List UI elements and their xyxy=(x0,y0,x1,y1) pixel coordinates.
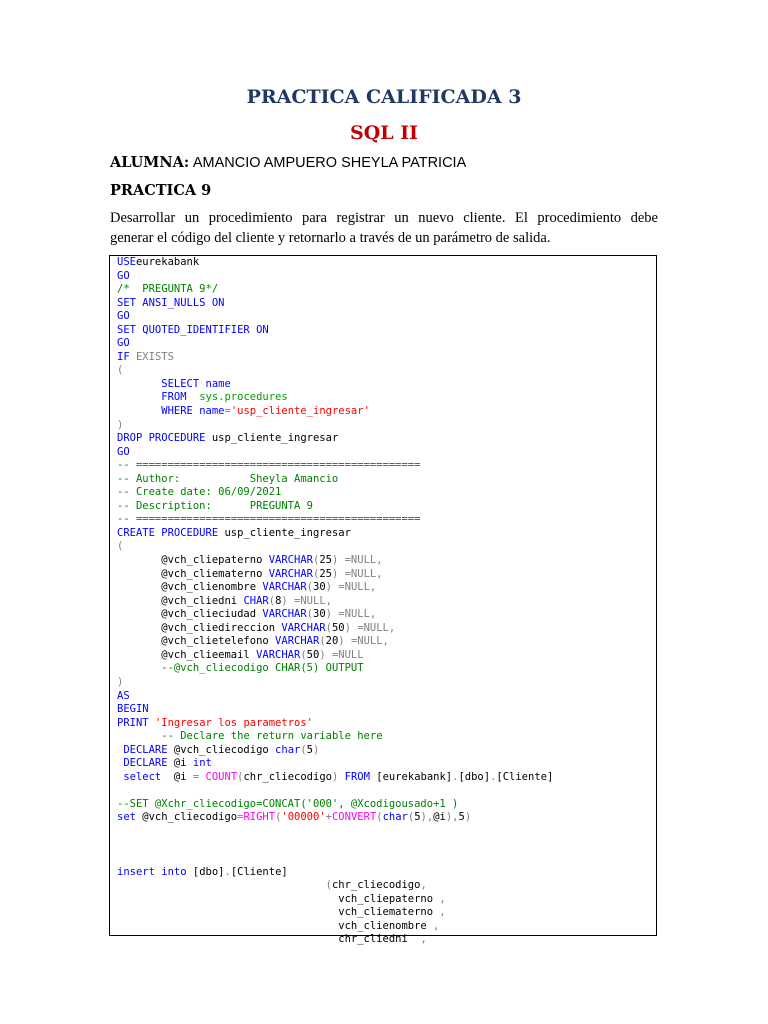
code-line xyxy=(117,649,656,663)
code-token: @vch_cliedireccion xyxy=(117,621,282,634)
code-token: VARCHAR xyxy=(256,648,301,661)
code-token: 50 xyxy=(306,648,320,661)
code-token: . xyxy=(452,770,459,783)
code-line xyxy=(117,866,656,880)
code-token: VARCHAR xyxy=(275,635,320,648)
code-token: char xyxy=(275,743,301,756)
code-token: , xyxy=(433,919,440,932)
code-line xyxy=(117,622,656,636)
code-token: [Cliente] xyxy=(230,865,288,878)
code-line xyxy=(117,310,656,324)
code-token: 30 xyxy=(313,581,326,594)
code-token: CREATE PROCEDURE xyxy=(117,526,219,539)
code-token: . xyxy=(490,770,497,783)
code-token: 25 xyxy=(319,567,332,580)
code-token: vch_cliematerno xyxy=(117,906,440,919)
code-token: chr_cliecodigo xyxy=(331,879,421,892)
code-token: ) =NULL, xyxy=(331,554,383,567)
code-line xyxy=(117,744,656,758)
code-token: ) =NULL xyxy=(319,648,364,661)
code-line xyxy=(117,703,656,717)
code-line xyxy=(117,920,656,934)
code-token: [Cliente] xyxy=(496,770,554,783)
code-token: 50 xyxy=(331,621,345,634)
code-token: = xyxy=(237,811,244,824)
code-token: VARCHAR xyxy=(262,581,307,594)
code-token: vch_cliepaterno xyxy=(117,892,440,905)
code-line xyxy=(117,446,656,460)
document-subtitle: SQL II xyxy=(349,122,419,144)
description-line-1: Desarrollar un procedimiento para registrar un nuevo cliente. El procedimiento debe xyxy=(110,210,658,226)
code-token: chr_cliedni xyxy=(117,933,421,946)
code-line xyxy=(117,364,656,378)
code-line xyxy=(117,500,656,514)
code-token: ), xyxy=(445,811,459,824)
code-token: ) =NULL, xyxy=(281,594,332,607)
code-token: ( xyxy=(325,879,332,892)
code-token: @i xyxy=(167,757,193,770)
code-line xyxy=(117,595,656,609)
code-token: insert into xyxy=(117,865,187,878)
code-line xyxy=(117,351,656,365)
code-line xyxy=(117,608,656,622)
code-token: VARCHAR xyxy=(262,608,307,621)
code-token: ( xyxy=(117,364,124,377)
code-token: @vch_cliecodigo xyxy=(135,811,238,824)
code-line xyxy=(117,893,656,907)
code-token: 'Ingresar los parametros' xyxy=(154,716,313,729)
code-token: , xyxy=(439,892,446,905)
code-line xyxy=(117,635,656,649)
code-token: 5 xyxy=(306,743,313,756)
code-line xyxy=(117,486,656,500)
code-token: -- Create date: 06/09/2021 xyxy=(117,486,282,499)
code-token: @vch_clieemail xyxy=(117,648,257,661)
code-token: ) =NULL, xyxy=(325,608,377,621)
code-token: ), xyxy=(420,811,434,824)
code-token: 5 xyxy=(414,811,421,824)
code-token: ( xyxy=(300,743,307,756)
code-token: + xyxy=(325,811,332,824)
code-token: char xyxy=(382,811,408,824)
code-token: -- ============================================= xyxy=(117,459,421,472)
code-line xyxy=(117,662,656,676)
code-line xyxy=(117,337,656,351)
code-token xyxy=(117,391,161,403)
code-line xyxy=(117,717,656,731)
code-token: 20 xyxy=(325,635,339,648)
code-token: ( xyxy=(275,811,282,824)
code-token: RIGHT xyxy=(243,811,276,824)
code-line xyxy=(117,540,656,554)
code-token: CHAR xyxy=(243,594,269,607)
code-token: = xyxy=(192,770,200,783)
code-token: ( xyxy=(407,811,415,824)
code-line xyxy=(117,378,656,392)
code-token: FROM xyxy=(344,770,370,783)
code-token: usp_cliente_ingresar xyxy=(205,432,339,445)
code-token: -- Description: PREGUNTA 9 xyxy=(117,499,313,512)
code-token xyxy=(117,662,161,674)
code-token: EXISTS xyxy=(129,350,174,363)
code-token xyxy=(117,879,326,891)
code-line xyxy=(117,784,656,798)
code-token: ) xyxy=(313,743,320,756)
code-token: ( xyxy=(300,648,307,661)
code-token: @i xyxy=(433,811,446,824)
code-token: '00000' xyxy=(281,811,326,824)
code-token: ( xyxy=(306,581,313,594)
code-token: ( xyxy=(237,770,244,783)
code-token: , xyxy=(420,933,427,946)
code-token: chr_cliecodigo xyxy=(243,770,332,783)
code-token: eurekabank xyxy=(135,256,200,268)
code-line xyxy=(117,879,656,893)
code-token: USE xyxy=(117,256,136,268)
code-token: BEGIN xyxy=(117,703,149,716)
code-token: @vch_cliematerno xyxy=(117,567,269,580)
code-token: @vch_cliedni xyxy=(117,594,244,607)
document-title: PRACTICA CALIFICADA 3 xyxy=(246,86,522,108)
code-line xyxy=(117,270,656,284)
code-token: . xyxy=(224,865,231,878)
code-token xyxy=(117,405,161,417)
code-token: ( xyxy=(312,567,320,580)
code-token: int xyxy=(192,757,212,770)
code-token: DROP PROCEDURE xyxy=(117,432,206,445)
code-line xyxy=(117,933,656,947)
code-token: VARCHAR xyxy=(268,567,313,580)
code-token: SET QUOTED_IDENTIFIER ON xyxy=(117,323,269,336)
code-token: FROM xyxy=(161,391,200,404)
code-token: @vch_clietelefono xyxy=(117,635,276,648)
code-line xyxy=(117,405,656,419)
code-line xyxy=(117,256,656,270)
code-token: SELECT name xyxy=(161,377,231,390)
code-token: VARCHAR xyxy=(281,621,326,634)
code-token: -- ============================================= xyxy=(117,513,421,526)
code-token: -- Declare the return variable here xyxy=(161,730,383,743)
code-token: ( xyxy=(312,554,320,567)
description-line-2: generar el código del cliente y retornarlo a través de un parámetro de salida. xyxy=(110,230,551,246)
code-token: --@vch_cliecodigo CHAR(5) OUTPUT xyxy=(161,662,364,675)
code-token: = xyxy=(224,405,231,418)
code-token: 'usp_cliente_ingresar' xyxy=(230,405,370,418)
code-token: VARCHAR xyxy=(268,554,313,567)
code-line xyxy=(117,527,656,541)
code-line xyxy=(117,568,656,582)
code-line xyxy=(117,690,656,704)
code-line xyxy=(117,297,656,311)
code-token: ( xyxy=(376,811,383,824)
code-line xyxy=(117,825,656,839)
code-token: vch_clienombre xyxy=(117,919,434,932)
code-token: ( xyxy=(319,635,326,648)
problem-description xyxy=(110,208,658,248)
code-token: SET ANSI_NULLS ON xyxy=(117,296,225,309)
code-line xyxy=(117,757,656,771)
code-token: ( xyxy=(306,608,313,621)
code-line xyxy=(117,432,656,446)
code-line xyxy=(117,730,656,744)
code-line xyxy=(117,581,656,595)
code-token: 30 xyxy=(313,608,326,621)
code-token: DECLARE xyxy=(117,743,168,756)
code-token: GO xyxy=(117,337,130,350)
code-token: @i xyxy=(161,770,193,783)
code-token: PRINT xyxy=(117,716,155,729)
code-token: ) xyxy=(117,418,124,431)
code-line xyxy=(117,676,656,690)
code-line xyxy=(117,391,656,405)
code-token: @vch_clienombre xyxy=(117,581,263,594)
code-token xyxy=(117,378,161,390)
practice-heading: PRACTICA 9 xyxy=(110,182,212,199)
code-token: ) xyxy=(464,811,472,824)
code-token: COUNT xyxy=(205,770,238,783)
code-token: , xyxy=(439,906,446,919)
code-token: @vch_cliecodigo xyxy=(167,743,276,756)
code-token: ) =NULL, xyxy=(325,581,377,594)
code-line xyxy=(117,771,656,785)
code-token: ( xyxy=(268,594,276,607)
code-line xyxy=(117,852,656,866)
code-token: ) =NULL, xyxy=(338,635,389,648)
code-line xyxy=(117,906,656,920)
code-token: /* PREGUNTA 9*/ xyxy=(117,283,219,296)
code-token: WHERE name xyxy=(161,405,225,418)
code-token: ) =NULL, xyxy=(331,567,383,580)
code-token: DECLARE xyxy=(117,757,168,770)
code-token: GO xyxy=(117,445,130,458)
code-line xyxy=(117,324,656,338)
code-line xyxy=(117,473,656,487)
code-token: 5 xyxy=(458,811,465,824)
code-line xyxy=(117,419,656,433)
code-token: select xyxy=(117,770,162,783)
code-token: ) xyxy=(117,675,124,688)
code-token: ) =NULL, xyxy=(344,621,396,634)
code-token: set xyxy=(117,811,136,824)
code-token: 8 xyxy=(275,594,282,607)
code-token: AS xyxy=(117,689,130,702)
code-token: @vch_cliepaterno xyxy=(117,554,269,567)
student-line xyxy=(110,154,466,172)
code-line xyxy=(117,513,656,527)
code-line xyxy=(117,283,656,297)
code-token: ( xyxy=(325,621,332,634)
code-token xyxy=(117,730,161,742)
code-token: 25 xyxy=(319,554,332,567)
code-token: IF xyxy=(117,350,130,363)
code-line xyxy=(117,554,656,568)
code-token: [eurekabank] xyxy=(369,770,453,783)
student-name: AMANCIO AMPUERO SHEYLA PATRICIA xyxy=(192,155,467,171)
sql-code xyxy=(110,256,656,947)
code-token: --SET @Xchr_cliecodigo=CONCAT('000', @Xcodigousado+1 ) xyxy=(117,797,459,810)
code-token: [dbo] xyxy=(186,865,225,878)
code-token: ( xyxy=(117,540,124,553)
code-token: GO xyxy=(117,310,130,323)
code-token: ) xyxy=(331,770,339,783)
code-token: GO xyxy=(117,269,130,282)
code-token: sys.procedures xyxy=(199,391,288,404)
student-label: ALUMNA: xyxy=(110,154,190,171)
code-line xyxy=(117,798,656,812)
code-token: usp_cliente_ingresar xyxy=(218,526,351,539)
code-line xyxy=(117,811,656,825)
code-token: @vch_clieciudad xyxy=(117,608,263,621)
code-token: CONVERT xyxy=(331,811,377,824)
code-line xyxy=(117,839,656,853)
code-line xyxy=(117,459,656,473)
code-token: -- Author: Sheyla Amancio xyxy=(117,472,339,485)
code-token: [dbo] xyxy=(458,770,491,783)
code-token: , xyxy=(420,879,427,892)
sql-code-box xyxy=(109,255,657,946)
